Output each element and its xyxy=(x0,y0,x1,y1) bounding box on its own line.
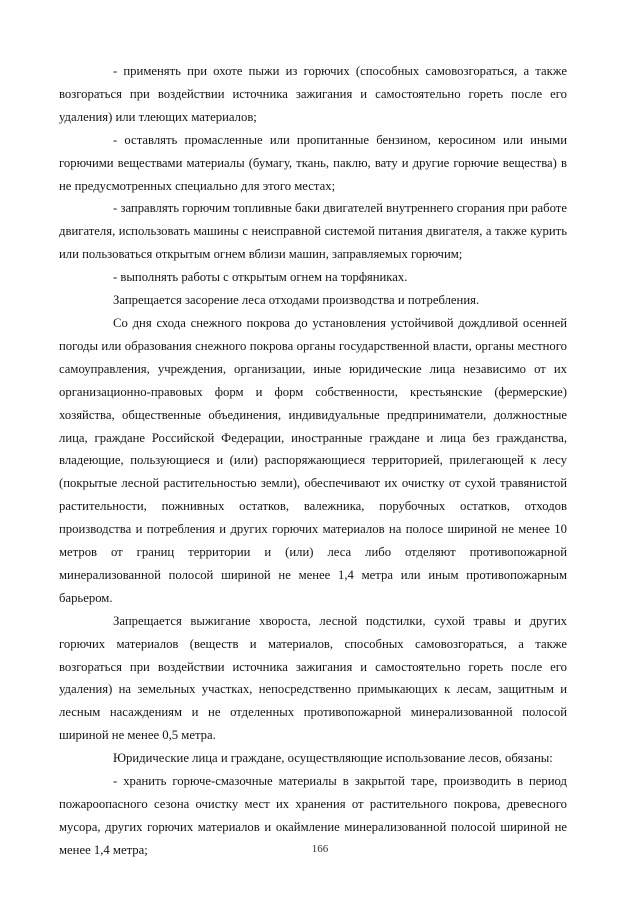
paragraph-obligations-intro: Юридические лица и граждане, осуществляющие использование лесов, обязаны: xyxy=(113,751,553,766)
list-item-fuel-storage: - хранить горюче-смазочные материалы в закрытой таре, производить в период пожароопасного сезона очистку мест их хранения от растительного покрова, древесного мусора, других горючих материалов и окаймление минерализованной полосой шириной не менее 1,4 метра; xyxy=(59,774,567,857)
paragraph-clearing-obligation: Со дня схода снежного покрова до установления устойчивой дождливой осенней погоды или образования снежного покрова органы государственной власти, органы местного самоуправления, учреждения, организации, иные юридические лица независимо от их организационно-правовых форм и форм собственности, крестьянские (фермерские) хозяйства, общественные объединения, индивидуальные предприниматели, должностные лица, граждане Российской Федерации, иностранные граждане и лица без гражданства, владеющие, пользующиеся и (или) распоряжающиеся территорией, прилегающей к лесу (покрытые лесной растительностью земли), обеспечивают их очистку от сухой травянистой растительности, пожнивных остатков, валежника, порубочных остатков, отходов производства и потребления и других горючих материалов на полосе шириной не менее 10 метров от границ территории и (или) леса либо отделяют противопожарной минерализованной полосой шириной не менее 1,4 метра или иным противопожарным барьером. xyxy=(59,315,567,605)
list-item-refueling: - заправлять горючим топливные баки двигателей внутреннего сгорания при работе двигателя, использовать машины с неисправной системой питания двигателя, а также курить или пользоваться открытым огнем вблизи машин, заправляемых горючим; xyxy=(59,201,567,262)
list-item-wads: - применять при охоте пыжи из горючих (способных самовозгораться, а также возгораться при воздействии источника зажигания и самостоятельно гореть после его удаления) или тлеющих материалов; xyxy=(59,64,567,124)
paragraph-burning-prohibition: Запрещается выжигание хвороста, лесной подстилки, сухой травы и других горючих материалов (веществ и материалов, способных самовозгораться, а также возгораться при воздействии источника зажигания и самостоятельно гореть после его удаления) на земельных участках, непосредственно примыкающих к лесам, защитным и лесным насаждениям и не отделенных противопожарной минерализованной полосой шириной не менее 0,5 метра. xyxy=(59,613,567,743)
paragraph-waste-prohibition: Запрещается засорение леса отходами производства и потребления. xyxy=(113,293,480,308)
page-body xyxy=(59,60,567,862)
list-item-oily-materials: - оставлять промасленные или пропитанные бензином, керосином или иными горючими веществами материалы (бумагу, ткань, паклю, вату и другие горючие вещества) в не предусмотренных специально для этого местах; xyxy=(59,132,567,193)
page-number: 166 xyxy=(311,843,329,855)
list-item-peat-fire: - выполнять работы с открытым огнем на торфяниках. xyxy=(113,270,408,285)
